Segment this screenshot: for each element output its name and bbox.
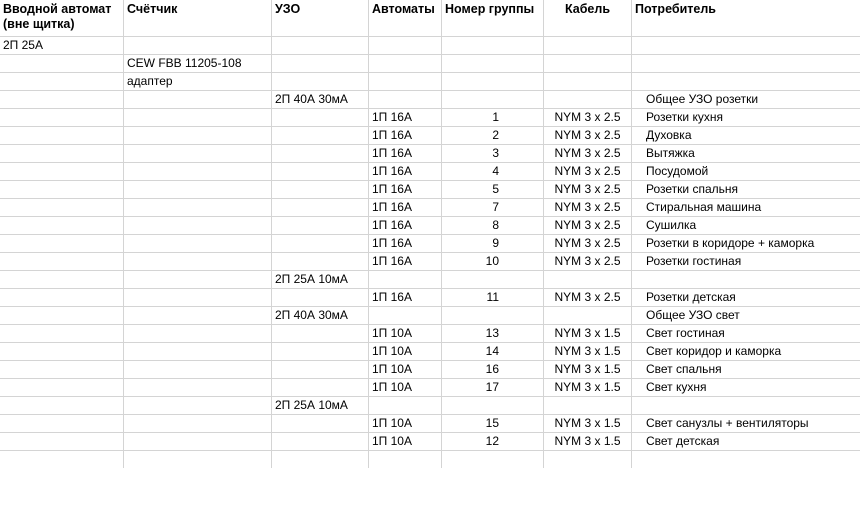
cell-rcd[interactable] bbox=[272, 217, 369, 234]
cell-group-number[interactable] bbox=[442, 397, 544, 414]
cell-input-breaker[interactable] bbox=[0, 235, 124, 252]
table-row bbox=[0, 217, 860, 235]
cell-breaker[interactable]: 1П 16А bbox=[369, 217, 442, 234]
cell-breaker[interactable]: 1П 16А bbox=[369, 181, 442, 198]
cell-breaker[interactable]: 1П 10А bbox=[369, 343, 442, 360]
table-row bbox=[0, 361, 860, 379]
cell-cable[interactable]: NYM 3 x 2.5 bbox=[544, 253, 632, 270]
cell-input-breaker[interactable] bbox=[0, 343, 124, 360]
cell-cable[interactable] bbox=[544, 397, 632, 414]
cell-breaker[interactable]: 1П 10А bbox=[369, 415, 442, 432]
cell-cable[interactable]: NYM 3 x 2.5 bbox=[544, 127, 632, 144]
header-row bbox=[0, 0, 860, 37]
cell-cable[interactable] bbox=[544, 91, 632, 108]
cell-breaker[interactable]: 1П 10А bbox=[369, 379, 442, 396]
table-row bbox=[0, 163, 860, 181]
cell-empty[interactable] bbox=[442, 451, 544, 468]
table-row bbox=[0, 73, 860, 91]
cell-group-number[interactable] bbox=[442, 307, 544, 324]
header-rcd[interactable]: УЗО bbox=[272, 0, 369, 36]
cell-breaker[interactable]: 1П 16А bbox=[369, 145, 442, 162]
header-cable[interactable]: Кабель bbox=[544, 0, 632, 36]
cell-consumer[interactable]: Розетки спальня bbox=[646, 182, 738, 196]
cell-empty[interactable] bbox=[0, 451, 124, 468]
table-row bbox=[0, 307, 860, 325]
cell-rcd[interactable] bbox=[272, 55, 369, 72]
cell-meter[interactable]: адаптер bbox=[124, 73, 272, 90]
header-meter[interactable]: Счётчик bbox=[124, 0, 272, 36]
cell-breaker[interactable]: 1П 16А bbox=[369, 253, 442, 270]
cell-rcd[interactable]: 2П 25А 10мА bbox=[272, 271, 369, 288]
header-consumer[interactable]: Потребитель bbox=[635, 2, 716, 16]
cell-breaker[interactable] bbox=[369, 307, 442, 324]
cell-input-breaker[interactable] bbox=[0, 91, 124, 108]
cell-group-number[interactable]: 11 bbox=[442, 289, 544, 306]
table-row bbox=[0, 55, 860, 73]
cell-breaker[interactable] bbox=[369, 73, 442, 90]
cell-cable[interactable]: NYM 3 x 2.5 bbox=[544, 181, 632, 198]
cell-consumer[interactable]: Свет гостиная bbox=[646, 326, 725, 340]
cell-input-breaker[interactable] bbox=[0, 163, 124, 180]
cell-meter[interactable] bbox=[124, 361, 272, 378]
cell-input-breaker[interactable]: 2П 25А bbox=[0, 37, 124, 54]
cell-meter[interactable] bbox=[124, 91, 272, 108]
cell-consumer[interactable]: Розетки детская bbox=[646, 290, 736, 304]
table-row bbox=[0, 199, 860, 217]
cell-consumer[interactable]: Духовка bbox=[646, 128, 692, 142]
cell-input-breaker[interactable] bbox=[0, 271, 124, 288]
cell-breaker[interactable]: 1П 10А bbox=[369, 361, 442, 378]
table-row bbox=[0, 325, 860, 343]
header-group-number[interactable]: Номер группы bbox=[442, 0, 544, 36]
cell-consumer[interactable]: Свет санузлы + вентиляторы bbox=[646, 416, 809, 430]
cell-cable[interactable]: NYM 3 x 2.5 bbox=[544, 109, 632, 126]
cell-consumer[interactable] bbox=[632, 73, 860, 90]
table-body bbox=[0, 37, 860, 451]
cell-cable[interactable] bbox=[544, 271, 632, 288]
cell-consumer[interactable]: Розетки гостиная bbox=[646, 254, 742, 268]
cell-rcd[interactable] bbox=[272, 415, 369, 432]
cell-consumer[interactable]: Вытяжка bbox=[646, 146, 695, 160]
cell-consumer[interactable]: Розетки кухня bbox=[646, 110, 723, 124]
cell-cable[interactable] bbox=[544, 37, 632, 54]
cell-rcd[interactable] bbox=[272, 379, 369, 396]
table-row bbox=[0, 433, 860, 451]
table-row bbox=[0, 109, 860, 127]
cell-breaker[interactable] bbox=[369, 271, 442, 288]
cell-input-breaker[interactable] bbox=[0, 397, 124, 414]
cell-rcd[interactable]: 2П 25А 10мА bbox=[272, 397, 369, 414]
table-row bbox=[0, 127, 860, 145]
cell-rcd[interactable] bbox=[272, 109, 369, 126]
cell-consumer[interactable]: Свет детская bbox=[646, 434, 720, 448]
cell-meter[interactable] bbox=[124, 109, 272, 126]
cell-breaker[interactable]: 1П 16А bbox=[369, 289, 442, 306]
table-row bbox=[0, 415, 860, 433]
cell-group-number[interactable] bbox=[442, 55, 544, 72]
cell-meter[interactable] bbox=[124, 181, 272, 198]
cell-empty[interactable] bbox=[369, 451, 442, 468]
cell-meter[interactable] bbox=[124, 325, 272, 342]
cell-group-number[interactable]: 9 bbox=[442, 235, 544, 252]
cell-cable[interactable] bbox=[544, 55, 632, 72]
cell-meter[interactable] bbox=[124, 145, 272, 162]
cell-input-breaker[interactable] bbox=[0, 199, 124, 216]
cell-breaker[interactable]: 1П 16А bbox=[369, 235, 442, 252]
cell-breaker[interactable]: 1П 10А bbox=[369, 325, 442, 342]
cell-meter[interactable] bbox=[124, 289, 272, 306]
cell-rcd[interactable] bbox=[272, 127, 369, 144]
cell-input-breaker[interactable] bbox=[0, 253, 124, 270]
cell-input-breaker[interactable] bbox=[0, 109, 124, 126]
cell-consumer[interactable]: Розетки в коридоре + каморка bbox=[646, 236, 815, 250]
table-row bbox=[0, 397, 860, 415]
cell-input-breaker[interactable] bbox=[0, 73, 124, 90]
cell-consumer[interactable]: Сушилка bbox=[646, 218, 697, 232]
cell-meter[interactable] bbox=[124, 397, 272, 414]
cell-group-number[interactable]: 14 bbox=[442, 343, 544, 360]
table-row bbox=[0, 235, 860, 253]
cell-rcd[interactable] bbox=[272, 433, 369, 450]
cell-input-breaker[interactable] bbox=[0, 379, 124, 396]
cell-group-number[interactable]: 17 bbox=[442, 379, 544, 396]
cell-breaker[interactable] bbox=[369, 91, 442, 108]
cell-cable[interactable]: NYM 3 x 2.5 bbox=[544, 199, 632, 216]
cell-cable[interactable] bbox=[544, 73, 632, 90]
cell-input-breaker[interactable] bbox=[0, 289, 124, 306]
cell-cable[interactable]: NYM 3 x 2.5 bbox=[544, 289, 632, 306]
cell-input-breaker[interactable] bbox=[0, 55, 124, 72]
cell-consumer[interactable] bbox=[632, 37, 860, 54]
cell-cable[interactable]: NYM 3 x 1.5 bbox=[544, 433, 632, 450]
cell-rcd[interactable] bbox=[272, 343, 369, 360]
cell-group-number[interactable]: 16 bbox=[442, 361, 544, 378]
cell-breaker[interactable]: 1П 10А bbox=[369, 433, 442, 450]
cell-rcd[interactable] bbox=[272, 361, 369, 378]
cell-input-breaker[interactable] bbox=[0, 307, 124, 324]
cell-rcd[interactable] bbox=[272, 325, 369, 342]
cell-breaker[interactable] bbox=[369, 55, 442, 72]
cell-rcd[interactable] bbox=[272, 181, 369, 198]
cell-group-number[interactable]: 5 bbox=[442, 181, 544, 198]
table-row bbox=[0, 343, 860, 361]
cell-cable[interactable]: NYM 3 x 1.5 bbox=[544, 361, 632, 378]
table-row bbox=[0, 181, 860, 199]
cell-meter[interactable] bbox=[124, 163, 272, 180]
header-breakers[interactable]: Автоматы bbox=[369, 0, 442, 36]
cell-group-number[interactable]: 10 bbox=[442, 253, 544, 270]
cell-meter[interactable] bbox=[124, 127, 272, 144]
cell-empty[interactable] bbox=[272, 451, 369, 468]
header-input-breaker[interactable]: Вводной автомат (вне щитка) bbox=[0, 0, 124, 36]
cell-meter[interactable] bbox=[124, 253, 272, 270]
table-row bbox=[0, 145, 860, 163]
cell-meter[interactable] bbox=[124, 37, 272, 54]
cell-cable[interactable]: NYM 3 x 2.5 bbox=[544, 235, 632, 252]
cell-group-number[interactable]: 8 bbox=[442, 217, 544, 234]
cell-input-breaker[interactable] bbox=[0, 433, 124, 450]
cell-cable[interactable]: NYM 3 x 2.5 bbox=[544, 217, 632, 234]
cell-consumer[interactable]: Стиральная машина bbox=[646, 200, 762, 214]
cell-group-number[interactable]: 15 bbox=[442, 415, 544, 432]
cell-breaker[interactable] bbox=[369, 397, 442, 414]
cell-rcd[interactable] bbox=[272, 37, 369, 54]
cell-empty[interactable] bbox=[632, 451, 860, 468]
table-row bbox=[0, 289, 860, 307]
cell-empty[interactable] bbox=[124, 451, 272, 468]
cell-rcd[interactable] bbox=[272, 235, 369, 252]
table-row bbox=[0, 91, 860, 109]
cell-input-breaker[interactable] bbox=[0, 361, 124, 378]
cell-cable[interactable]: NYM 3 x 1.5 bbox=[544, 325, 632, 342]
cell-group-number[interactable] bbox=[442, 91, 544, 108]
cell-group-number[interactable]: 7 bbox=[442, 199, 544, 216]
table-row bbox=[0, 253, 860, 271]
cell-meter[interactable] bbox=[124, 379, 272, 396]
cell-meter[interactable]: CEW FBB 11205-108 bbox=[124, 55, 272, 72]
cell-input-breaker[interactable] bbox=[0, 181, 124, 198]
table-row bbox=[0, 379, 860, 397]
table-row-empty bbox=[0, 451, 860, 468]
cell-input-breaker[interactable] bbox=[0, 325, 124, 342]
table-row bbox=[0, 37, 860, 55]
table-row bbox=[0, 271, 860, 289]
cell-input-breaker[interactable] bbox=[0, 217, 124, 234]
cell-breaker[interactable]: 1П 16А bbox=[369, 109, 442, 126]
cell-consumer[interactable]: Свет коридор и каморка bbox=[646, 344, 782, 358]
cell-rcd[interactable] bbox=[272, 289, 369, 306]
cell-meter[interactable] bbox=[124, 217, 272, 234]
cell-rcd[interactable]: 2П 40А 30мА bbox=[272, 307, 369, 324]
cell-breaker[interactable]: 1П 16А bbox=[369, 163, 442, 180]
cell-breaker[interactable] bbox=[369, 37, 442, 54]
cell-consumer[interactable]: Общее УЗО розетки bbox=[646, 92, 759, 106]
cell-input-breaker[interactable] bbox=[0, 145, 124, 162]
cell-rcd[interactable] bbox=[272, 199, 369, 216]
cell-consumer[interactable]: Посудомой bbox=[646, 164, 709, 178]
cell-meter[interactable] bbox=[124, 199, 272, 216]
cell-meter[interactable] bbox=[124, 307, 272, 324]
cell-group-number[interactable] bbox=[442, 37, 544, 54]
cell-consumer[interactable]: Общее УЗО свет bbox=[646, 308, 740, 322]
cell-group-number[interactable]: 12 bbox=[442, 433, 544, 450]
cell-consumer[interactable] bbox=[632, 397, 860, 414]
cell-meter[interactable] bbox=[124, 271, 272, 288]
cell-meter[interactable] bbox=[124, 415, 272, 432]
cell-group-number[interactable] bbox=[442, 271, 544, 288]
cell-rcd[interactable] bbox=[272, 163, 369, 180]
cell-consumer[interactable]: Свет кухня bbox=[646, 380, 707, 394]
cell-group-number[interactable]: 4 bbox=[442, 163, 544, 180]
cell-consumer[interactable]: Свет спальня bbox=[646, 362, 722, 376]
cell-cable[interactable]: NYM 3 x 2.5 bbox=[544, 145, 632, 162]
cell-empty[interactable] bbox=[544, 451, 632, 468]
cell-cable[interactable]: NYM 3 x 1.5 bbox=[544, 379, 632, 396]
cell-rcd[interactable] bbox=[272, 145, 369, 162]
cell-cable[interactable] bbox=[544, 307, 632, 324]
cell-cable[interactable]: NYM 3 x 1.5 bbox=[544, 343, 632, 360]
cell-breaker[interactable]: 1П 16А bbox=[369, 199, 442, 216]
cell-rcd[interactable] bbox=[272, 253, 369, 270]
cell-consumer[interactable] bbox=[632, 271, 860, 288]
cell-group-number[interactable] bbox=[442, 73, 544, 90]
cell-meter[interactable] bbox=[124, 343, 272, 360]
cell-rcd[interactable]: 2П 40А 30мА bbox=[272, 91, 369, 108]
cell-consumer[interactable] bbox=[632, 55, 860, 72]
cell-breaker[interactable]: 1П 16А bbox=[369, 127, 442, 144]
cell-cable[interactable]: NYM 3 x 1.5 bbox=[544, 415, 632, 432]
cell-group-number[interactable]: 13 bbox=[442, 325, 544, 342]
cell-meter[interactable] bbox=[124, 235, 272, 252]
cell-cable[interactable]: NYM 3 x 2.5 bbox=[544, 163, 632, 180]
cell-input-breaker[interactable] bbox=[0, 415, 124, 432]
cell-input-breaker[interactable] bbox=[0, 127, 124, 144]
cell-group-number[interactable]: 2 bbox=[442, 127, 544, 144]
cell-rcd[interactable] bbox=[272, 73, 369, 90]
cell-meter[interactable] bbox=[124, 433, 272, 450]
cell-group-number[interactable]: 1 bbox=[442, 109, 544, 126]
cell-group-number[interactable]: 3 bbox=[442, 145, 544, 162]
